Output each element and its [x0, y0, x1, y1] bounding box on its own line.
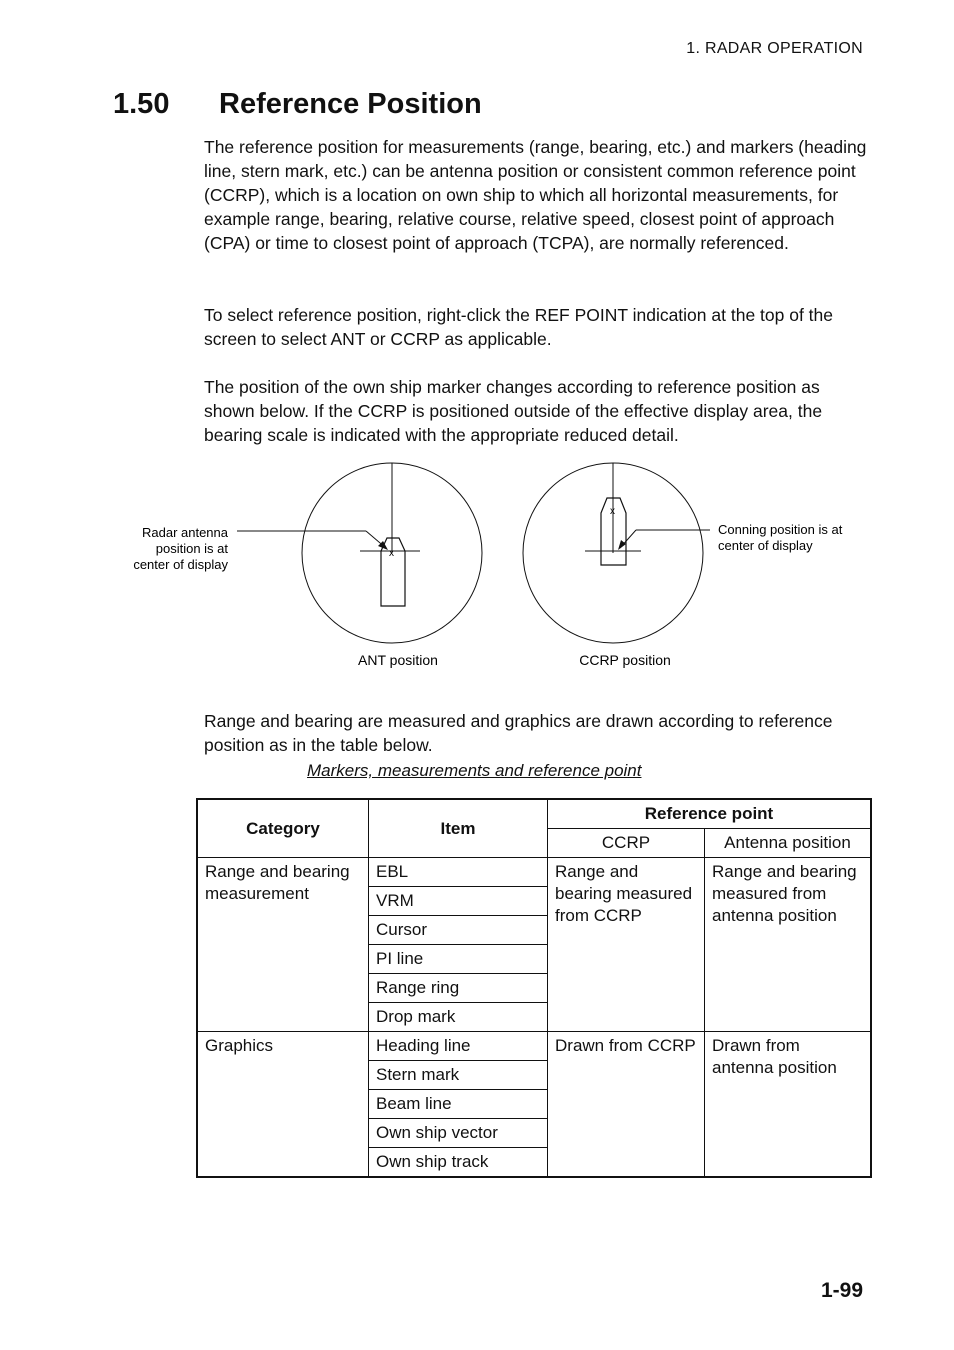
section-number: 1.50 [113, 88, 170, 120]
antenna-cell: Drawn from antenna position [705, 1032, 872, 1178]
item-cell: Own ship track [369, 1148, 548, 1178]
item-cell: Heading line [369, 1032, 548, 1061]
header-reference-point: Reference point [548, 799, 872, 829]
ccrp-callout-line-1: Conning position is at [718, 522, 843, 537]
section-title-text: Reference Position [219, 88, 482, 120]
ccrp-callout-arrowhead [618, 540, 626, 550]
header-ccrp: CCRP [548, 829, 705, 858]
item-cell: Stern mark [369, 1061, 548, 1090]
item-cell: Beam line [369, 1090, 548, 1119]
ccrp-callout-line-2: center of display [718, 538, 813, 553]
reference-point-table [196, 798, 872, 1178]
item-cell: PI line [369, 945, 548, 974]
ant-callout-line-2: position is at [155, 541, 228, 556]
ccrp-position-diagram [523, 463, 843, 668]
header-item: Item [369, 799, 548, 858]
category-cell: Graphics [197, 1032, 369, 1178]
paragraph-table-intro: Range and bearing are measured and graphics are drawn according to reference position as in the table below. [204, 711, 833, 755]
ant-position-caption: ANT position [358, 652, 438, 668]
item-cell: Range ring [369, 974, 548, 1003]
paragraph-selection-instructions: To select reference position, right-click the REF POINT indication at the top of the screen to select ANT or CCRP as applicable. [204, 305, 834, 349]
page-number: 1-99 [820, 1279, 863, 1302]
running-header: 1. RADAR OPERATION [686, 40, 863, 57]
ant-callout-line-1: Radar antenna [141, 525, 228, 540]
ant-cross-mark: x [389, 548, 394, 559]
section-title [113, 88, 482, 121]
category-cell: Range and bearing measurement [197, 858, 369, 1032]
ccrp-cell: Range and bearing measured from CCRP [548, 858, 705, 1032]
paragraph-marker-position: The position of the own ship marker changes according to reference position as shown below. If the CCRP is positioned outside of the effective display area, the bearing scale is indicated with the appropriate reduced detail. [204, 377, 823, 445]
table-row [197, 1032, 871, 1061]
ant-position-diagram [133, 463, 482, 668]
table-row [197, 858, 871, 887]
ccrp-cross-mark: x [610, 506, 615, 517]
item-cell: EBL [369, 858, 548, 887]
reference-position-figure [120, 455, 860, 675]
ccrp-position-caption: CCRP position [579, 652, 671, 668]
table-caption: Markers, measurements and reference point [307, 761, 642, 780]
antenna-cell: Range and bearing measured from antenna position [705, 858, 872, 1032]
item-cell: Drop mark [369, 1003, 548, 1032]
header-antenna-position: Antenna position [705, 829, 872, 858]
item-cell: Own ship vector [369, 1119, 548, 1148]
ccrp-cell: Drawn from CCRP [548, 1032, 705, 1178]
header-category: Category [197, 799, 369, 858]
item-cell: VRM [369, 887, 548, 916]
ant-callout-line-3: center of display [133, 557, 228, 572]
paragraph-reference-position-intro: The reference position for measurements (range, bearing, etc.) and markers (heading line, stern mark, etc.) can be antenna position or consistent common reference point (CCRP), which is a location on own ship to which all horizontal measurements, for example range, bearing, relative course, relative speed, closest point of approach (CPA) or time to closest point of approach (TCPA), are normally referenced. [204, 137, 867, 253]
item-cell: Cursor [369, 916, 548, 945]
